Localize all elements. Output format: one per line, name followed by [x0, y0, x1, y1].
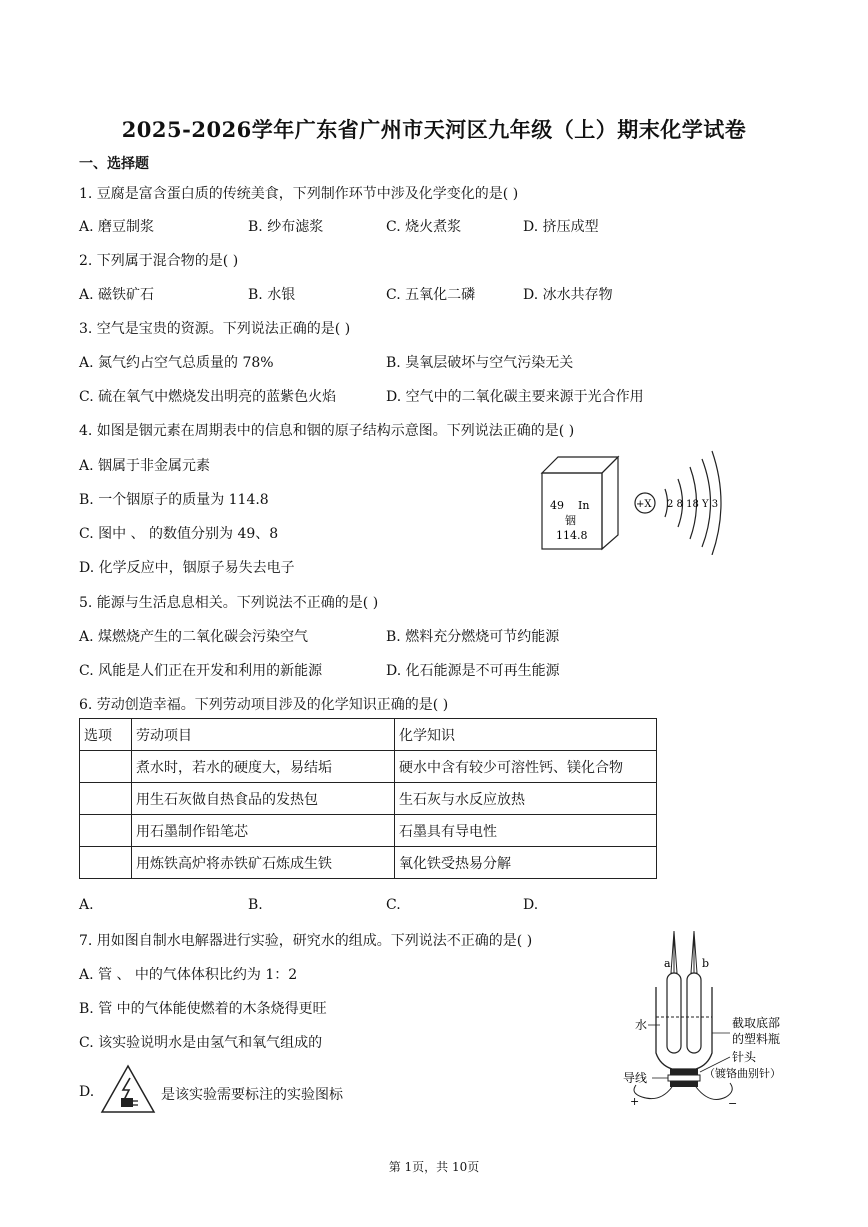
q4-option-d[interactable]: D. 化学反应中，铟原子易失去电子 — [79, 560, 295, 576]
q7-option-b[interactable]: B. 管 中的气体能使燃着的木条烧得更旺 — [79, 1001, 327, 1017]
q3-option-a[interactable]: A. 氮气约占空气总质量的 78% — [79, 355, 274, 371]
table-cell — [80, 847, 132, 879]
minus-terminal: − — [728, 1097, 738, 1110]
electron-shells: 2 8 18 Y 3 — [667, 499, 719, 510]
section-heading: 一、选择题 — [79, 156, 149, 172]
q7-option-a[interactable]: A. 管 、 中的气体体积比约为 1：2 — [79, 967, 298, 983]
question-4-stem: 4. 如图是铟元素在周期表中的信息和铟的原子结构示意图。下列说法正确的是( ) — [79, 423, 575, 439]
electrolysis-apparatus — [620, 925, 820, 1115]
atomic-mass: 114.8 — [556, 529, 588, 542]
q2-option-b[interactable]: B. 水银 — [248, 287, 296, 303]
tube-a-label: a — [664, 957, 671, 970]
q3-option-c[interactable]: C. 硫在氧气中燃烧发出明亮的蓝紫色火焰 — [79, 389, 337, 405]
table-cell: 用炼铁高炉将赤铁矿石炼成生铁 — [132, 847, 395, 879]
nucleus-label: +X — [636, 499, 652, 510]
table-header-row — [80, 719, 657, 751]
table-header: 选项 — [80, 719, 132, 751]
question-3-stem: 3. 空气是宝贵的资源。下列说法正确的是( ) — [79, 321, 351, 337]
table-cell: 用石墨制作铅笔芯 — [132, 815, 395, 847]
table-cell: 煮水时，若水的硬度大，易结垢 — [132, 751, 395, 783]
q3-option-d[interactable]: D. 空气中的二氧化碳主要来源于光合作用 — [386, 389, 644, 405]
plus-terminal: + — [630, 1095, 640, 1108]
question-2-stem: 2. 下列属于混合物的是( ) — [79, 253, 239, 269]
q1-option-c[interactable]: C. 烧火煮浆 — [386, 219, 462, 235]
q4-option-b[interactable]: B. 一个铟原子的质量为 114.8 — [79, 492, 269, 508]
q4-option-a[interactable]: A. 铟属于非金属元素 — [79, 458, 211, 474]
q7-option-d[interactable]: D. — [79, 1084, 95, 1100]
periodic-cell — [542, 457, 618, 549]
q2-option-d[interactable]: D. 冰水共存物 — [523, 287, 613, 303]
q5-option-b[interactable]: B. 燃料充分燃烧可节约能源 — [386, 629, 560, 645]
q5-option-a[interactable]: A. 煤燃烧产生的二氧化碳会污染空气 — [79, 629, 309, 645]
table-row — [80, 815, 657, 847]
table-header: 化学知识 — [395, 719, 657, 751]
q7-option-c[interactable]: C. 该实验说明水是由氢气和氧气组成的 — [79, 1035, 323, 1051]
table-cell: 氧化铁受热易分解 — [395, 847, 657, 879]
atom-diagram — [635, 451, 721, 555]
q5-option-d[interactable]: D. 化石能源是不可再生能源 — [386, 663, 560, 679]
question-6-stem: 6. 劳动创造幸福。下列劳动项目涉及的化学知识正确的是( ) — [79, 697, 449, 713]
q6-option-d[interactable]: D. — [523, 897, 539, 913]
table-row — [80, 847, 657, 879]
table-cell — [80, 783, 132, 815]
element-name: 铟 — [565, 514, 576, 527]
needle-note: （镀铬曲别针） — [704, 1067, 781, 1080]
element-symbol: In — [578, 499, 590, 512]
wire-label: 导线 — [623, 1071, 648, 1085]
table-cell: 石墨具有导电性 — [395, 815, 657, 847]
page-footer: 第 1页，共 10页 — [388, 1160, 480, 1174]
table-cell: 用生石灰做自热食品的发热包 — [132, 783, 395, 815]
q6-option-b[interactable]: B. — [248, 897, 263, 913]
needle-label: 针头 — [732, 1050, 757, 1064]
question-5-stem: 5. 能源与生活息息相关。下列说法不正确的是( ) — [79, 595, 379, 611]
q6-table — [79, 718, 657, 879]
electrical-safety-icon — [100, 1064, 156, 1116]
table-cell — [80, 751, 132, 783]
table-header: 劳动项目 — [132, 719, 395, 751]
question-1-stem: 1. 豆腐是富含蛋白质的传统美食，下列制作环节中涉及化学变化的是( ) — [79, 186, 519, 202]
q1-option-a[interactable]: A. 磨豆制浆 — [79, 219, 155, 235]
table-cell: 生石灰与水反应放热 — [395, 783, 657, 815]
tube-b-label: b — [702, 957, 710, 970]
question-7-stem: 7. 用如图自制水电解器进行实验，研究水的组成。下列说法不正确的是( ) — [79, 933, 533, 949]
q2-option-c[interactable]: C. 五氧化二磷 — [386, 287, 476, 303]
table-cell — [80, 815, 132, 847]
q5-option-c[interactable]: C. 风能是人们正在开发和利用的新能源 — [79, 663, 323, 679]
table-row — [80, 751, 657, 783]
q2-option-a[interactable]: A. 磁铁矿石 — [79, 287, 155, 303]
q1-option-d[interactable]: D. 挤压成型 — [523, 219, 599, 235]
table-cell: 硬水中含有较少可溶性钙、镁化合物 — [395, 751, 657, 783]
q6-option-a[interactable]: A. — [79, 897, 94, 913]
bottle-label-line2: 的塑料瓶 — [732, 1032, 781, 1046]
q4-option-c[interactable]: C. 图中 、 的数值分别为 49、8 — [79, 526, 279, 542]
bottle-label-line1: 截取底部 — [732, 1016, 781, 1030]
atomic-number: 49 — [550, 499, 564, 512]
q3-option-b[interactable]: B. 臭氧层破坏与空气污染无关 — [386, 355, 574, 371]
table-row — [80, 783, 657, 815]
q7-option-d-text: 是该实验需要标注的实验图标 — [161, 1087, 343, 1103]
q1-option-b[interactable]: B. 纱布滤浆 — [248, 219, 324, 235]
q6-option-c[interactable]: C. — [386, 897, 401, 913]
exam-title: 2025-2026学年广东省广州市天河区九年级（上）期末化学试卷 — [121, 117, 747, 142]
water-label: 水 — [635, 1018, 648, 1032]
indium-figure — [530, 445, 730, 555]
